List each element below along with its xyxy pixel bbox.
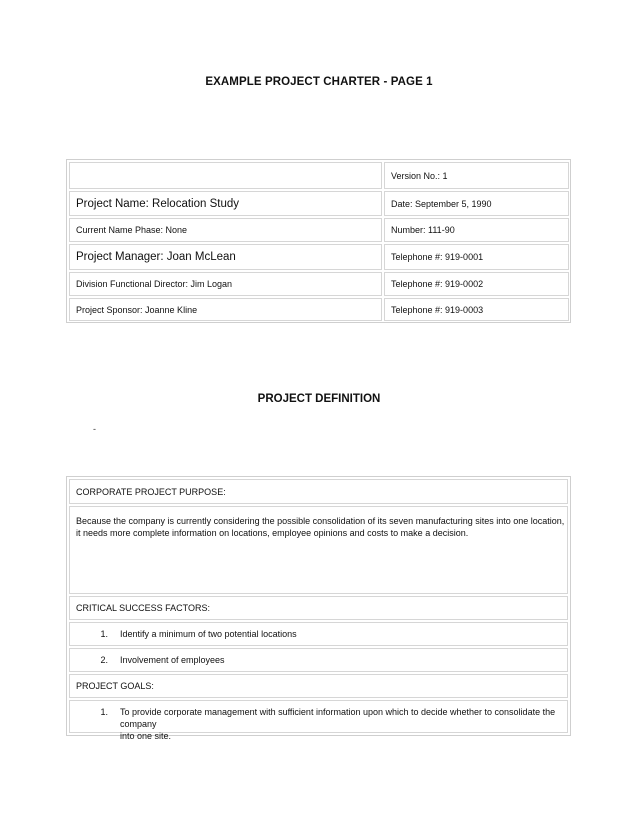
csf-item-number: 1. — [100, 629, 108, 639]
purpose-heading: CORPORATE PROJECT PURPOSE: — [69, 479, 568, 504]
purpose-body — [69, 506, 568, 594]
purpose-line-2: it needs more complete information on locations, employee opinions and costs to make a decision. — [76, 528, 469, 538]
csf-item-text: Involvement of employees — [120, 655, 225, 665]
csf-item-row — [69, 648, 568, 672]
goals-heading: PROJECT GOALS: — [69, 674, 568, 698]
version-cell: Version No.: 1 — [384, 162, 569, 189]
project-info-table — [66, 159, 571, 323]
current-phase-cell: Current Name Phase: None — [69, 218, 382, 242]
number-cell: Number: 111-90 — [384, 218, 569, 242]
project-name-cell: Project Name: Relocation Study — [69, 191, 382, 216]
division-director-cell: Division Functional Director: Jim Logan — [69, 272, 382, 296]
csf-item-text: Identify a minimum of two potential locations — [120, 629, 297, 639]
goal-item-row — [69, 700, 568, 741]
document-title: EXAMPLE PROJECT CHARTER - PAGE 1 — [205, 76, 433, 88]
telephone-3-cell: Telephone #: 919-0003 — [384, 298, 569, 321]
purpose-line-1: Because the company is currently considering the possible consolidation of its seven manufacturing sites into one location, — [76, 516, 565, 526]
goal-item-line-2: into one site. — [120, 731, 172, 741]
goal-item-number: 1. — [100, 707, 108, 717]
project-manager-cell: Project Manager: Joan McLean — [69, 244, 382, 270]
telephone-1-cell: Telephone #: 919-0001 — [384, 244, 569, 270]
project-sponsor-cell: Project Sponsor: Joanne Kline — [69, 298, 382, 321]
project-definition-table — [66, 476, 571, 741]
date-cell: Date: September 5, 1990 — [384, 191, 569, 216]
csf-item-number: 2. — [100, 655, 108, 665]
telephone-2-cell: Telephone #: 919-0002 — [384, 272, 569, 296]
goal-item-line-1: To provide corporate management with sufficient information upon which to decide whether to consolidate the company — [120, 707, 556, 729]
dash-mark: - — [93, 424, 96, 434]
csf-heading: CRITICAL SUCCESS FACTORS: — [69, 596, 568, 620]
empty-cell — [69, 162, 382, 189]
section-title: PROJECT DEFINITION — [257, 393, 381, 405]
csf-item-row — [69, 622, 568, 646]
